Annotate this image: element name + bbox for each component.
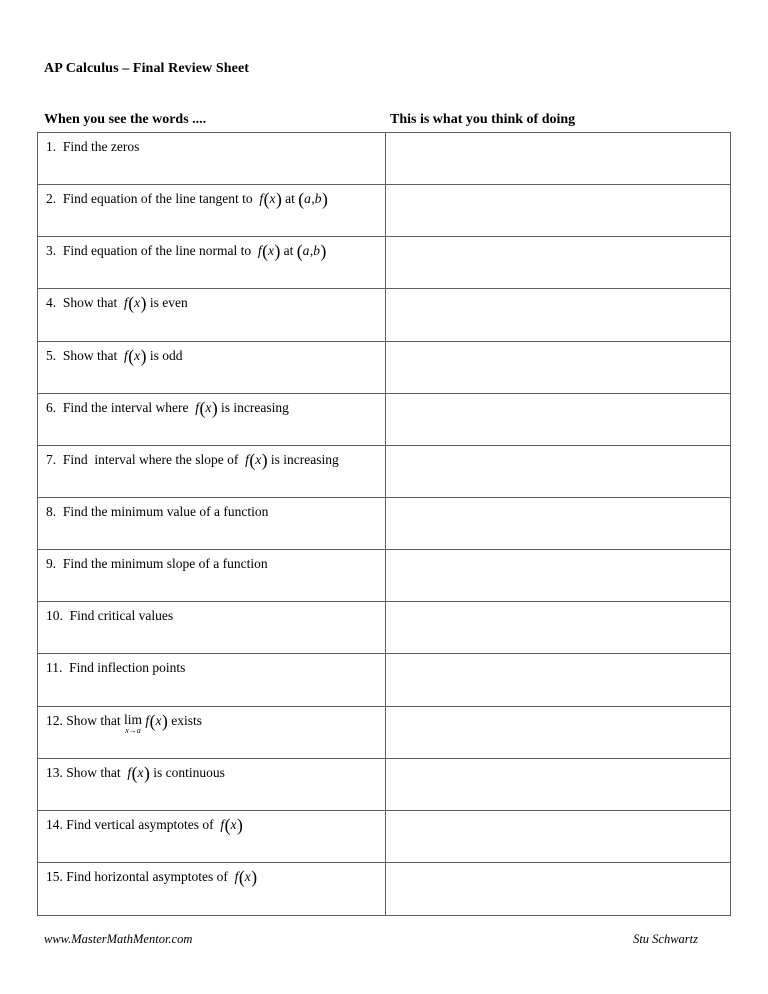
- table-row: [38, 863, 730, 915]
- document-footer: [44, 932, 698, 947]
- math-expression: f(x): [220, 814, 243, 835]
- answer-cell: [386, 811, 730, 862]
- footer-website-text: www.MasterMathMentor.com: [44, 932, 193, 946]
- limit-subscript: x→a: [125, 725, 141, 735]
- answer-cell: [386, 394, 730, 445]
- question-cell: 8. Find the minimum value of a function: [38, 498, 386, 549]
- question-cell: 11. Find inflection points: [38, 654, 386, 705]
- table-row: [38, 185, 730, 237]
- question-cell: 1. Find the zeros: [38, 133, 386, 184]
- table-row: [38, 342, 730, 394]
- table-row: [38, 654, 730, 706]
- math-expression: f(x): [234, 866, 258, 887]
- math-expression: f(x): [124, 345, 147, 366]
- question-cell: 9. Find the minimum slope of a function: [38, 550, 386, 601]
- answer-cell: [386, 707, 730, 758]
- answer-cell: [386, 446, 730, 497]
- question-cell: 7. Find interval where the slope of f(x) is increasing: [38, 446, 386, 497]
- limit-operator: lim: [124, 711, 143, 727]
- answer-cell: [386, 550, 730, 601]
- document-title: AP Calculus – Final Review Sheet: [44, 61, 250, 76]
- column-header-when-you-see: When you see the words ....: [44, 112, 207, 127]
- table-row: [38, 498, 730, 550]
- answer-cell: [386, 863, 730, 915]
- table-row: [38, 446, 730, 498]
- answer-cell: [386, 498, 730, 549]
- footer-author-text: Stu Schwartz: [633, 932, 698, 946]
- question-cell: 13. Show that f(x) is continuous: [38, 759, 386, 810]
- math-expression: f(x): [257, 241, 281, 262]
- math-expression: f(x): [127, 762, 150, 783]
- answer-cell: [386, 654, 730, 705]
- math-expression: (a,b): [296, 241, 327, 262]
- answer-cell: [386, 342, 730, 393]
- question-cell: 14. Find vertical asymptotes of f(x): [38, 811, 386, 862]
- table-row: [38, 811, 730, 863]
- math-expression: f(x): [259, 189, 282, 210]
- answer-cell: [386, 133, 730, 184]
- math-expression: f(x): [124, 293, 147, 314]
- table-row: [38, 707, 730, 759]
- question-cell: 15. Find horizontal asymptotes of f(x): [38, 863, 386, 915]
- math-expression: f(x): [245, 449, 268, 470]
- table-row: [38, 394, 730, 446]
- review-table: [37, 132, 731, 916]
- table-row: [38, 289, 730, 341]
- answer-cell: [386, 759, 730, 810]
- question-cell: 10. Find critical values: [38, 602, 386, 653]
- answer-cell: [386, 237, 730, 288]
- table-row: [38, 550, 730, 602]
- question-cell: 5. Show that f(x) is odd: [38, 342, 386, 393]
- table-row: [38, 759, 730, 811]
- column-headers: [37, 112, 731, 128]
- question-cell: 12. Show that lim x→a f(x) exists: [38, 707, 386, 758]
- answer-cell: [386, 602, 730, 653]
- question-cell: 6. Find the interval where f(x) is increasing: [38, 394, 386, 445]
- math-expression: f(x): [145, 710, 168, 731]
- column-header-what-you-think: This is what you think of doing: [390, 112, 576, 127]
- question-cell: 2. Find equation of the line tangent to f(x) at (a,b): [38, 185, 386, 236]
- table-row: [38, 237, 730, 289]
- question-cell: 3. Find equation of the line normal to f(x) at (a,b): [38, 237, 386, 288]
- math-expression: (a,b): [298, 189, 328, 210]
- table-row: [38, 602, 730, 654]
- answer-cell: [386, 289, 730, 340]
- math-expression: f(x): [195, 397, 218, 418]
- answer-cell: [386, 185, 730, 236]
- table-row: [38, 133, 730, 185]
- question-cell: 4. Show that f(x) is even: [38, 289, 386, 340]
- limit-notation: [124, 713, 142, 735]
